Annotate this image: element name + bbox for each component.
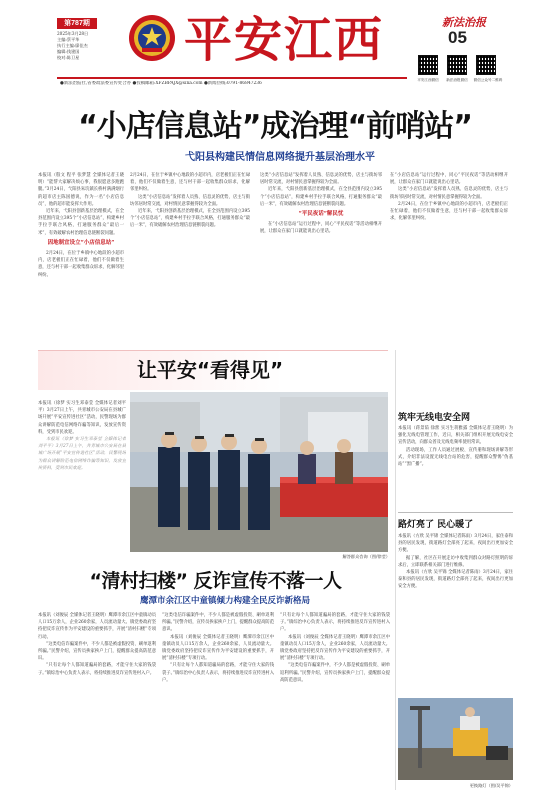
masthead-footer: ●新法治报社,省委政法委宣传处合办 ●投稿邮箱:XFZBPAJX@sina.com ●新闻热线:0791-86847236 xyxy=(60,81,262,86)
bottom-paragraph: “这类电信诈骗案件中，不少人都是被虚假投资、刷单返利所骗。”民警介绍，宣传员挨家挨户上门，提醒群众提高防范意识。 xyxy=(38,641,156,662)
right-story-1 xyxy=(398,425,513,505)
right-paragraph: 本报讯（方欣 吴平锦 全媒体记者陈雨）3月24日，家住泰和县的居民发现，街道路灯全部亮了起来，夜间出行更加安全方便。 xyxy=(398,570,513,590)
bottom-column-3 xyxy=(280,612,390,792)
issue-date: 2025年3月28日 xyxy=(57,31,89,36)
bottom-paragraph: 本报讯（刘俊辰 全媒体记者王晓明）鹰潭市余江区中童镇动员人口15万余人，企业260余家，人员流动量大。镇党委政府坚持把反诈宣传作为平安建设的重要抓手，开展“清村扫楼”专项行动。 xyxy=(38,613,156,640)
partner-logo: 新法治报 xyxy=(442,16,486,29)
bottom-subheadline: 鹰潭市余江区中童镇倾力构建全民反诈新格局 xyxy=(139,596,310,606)
feature-title: 让平安“看得见” xyxy=(136,358,284,382)
lead-column-3 xyxy=(260,172,382,337)
editor-line: 执行主编:廖佳杰 xyxy=(57,43,88,48)
bottom-paragraph: “只有让每个人都知道骗局的套路，才能守住大家的钱袋子。”镇综治中心负责人表示，将持续推进反诈宣传进村入户。 xyxy=(280,613,390,633)
feature-photo-caption: 解答群众咨询（图/徐莹） xyxy=(342,554,390,559)
lead-subhead: 因地制宜设立“小店信息站” xyxy=(47,239,115,246)
masthead-rule xyxy=(57,77,407,79)
feature-paragraph: 本报讯（徐梦 实习生邓泰莹 全媒体记者刘平平）3月27日上午，共青城市公安局在县城广场开展“平安宣传进社区”活动，民警现场为群众讲解防范电信网络诈骗等知识，发放宣传资料，受到市民欢迎。 xyxy=(38,401,126,435)
right-headline-2: 路灯亮了 民心暖了 xyxy=(398,520,474,530)
lead-headline: “小店信息站”成治理“前哨站” xyxy=(78,109,472,144)
lead-paragraph: 近年来，弋阳县创新基层治理模式，在全县范围内设立395个“小店信息站”，构建乡村手拉手联合风格，打通服务群众“最后一米”，有效破解农村治理信息链断裂问题。 xyxy=(38,209,124,236)
bottom-headline: “清村扫楼” 反诈宣传不落一人 xyxy=(89,570,342,592)
masthead xyxy=(0,0,543,95)
editor-line: 校对:陈卫星 xyxy=(57,55,80,60)
lead-subheadline: 弋阳县构建民情信息网络提升基层治理水平 xyxy=(185,152,375,163)
lead-paragraph: 在“小店信息站”运行过程中，同心“平民夜话”等活动相继开展，让群众在家门口就能说出心里话。 xyxy=(390,173,508,186)
lead-paragraph: 在“小店信息站”运行过程中，同心“平民夜话”等活动相继开展，让群众在家门口就能说出心里话。 xyxy=(260,222,382,235)
bottom-paragraph: “只有让每个人都知道骗局的套路，才能守住大家的钱袋子。”镇综治中心负责人表示，将持续推进反诈宣传进村入户。 xyxy=(38,663,156,676)
lead-subhead: “平民夜话”解民忧 xyxy=(298,211,344,218)
bottom-column-1 xyxy=(38,612,156,792)
qr-caption: 新法治报微信 xyxy=(446,78,468,82)
column-divider xyxy=(395,350,396,790)
qr-code-icon xyxy=(418,55,438,75)
lead-paragraph: 这类“小店信息站”发挥着人员熟、信息灵的优势，店主与街坊邻居时常交流，对村情民意掌握得较为全面。 xyxy=(390,187,508,200)
right-photo-caption: 更换路灯（图/吴平锦） xyxy=(469,783,513,788)
right-story-2 xyxy=(398,533,513,693)
lead-column-4 xyxy=(390,172,508,342)
feature-photo xyxy=(130,392,388,552)
feature-paragraph: 本报讯（徐梦 实习生邓泰莹 全媒体记者刘平平）3月27日上午，共青城市公安局在县城广场开展“平安宣传进社区”活动，民警现场为群众讲解防范电信网络诈骗等知识，发放宣传资料，受到市民欢迎。 xyxy=(38,437,126,471)
lead-column-1 xyxy=(38,172,124,337)
lead-paragraph: 近年来，弋阳县创新基层治理模式，在全县范围内设立395个“小店信息站”，构建乡村手拉手联合风格，打通服务群众“最后一米”，有效破解农村治理信息链断裂问题。 xyxy=(260,187,382,207)
newspaper-title: 平安江西 xyxy=(184,12,385,68)
bottom-paragraph: “只有让每个人都知道骗局的套路，才能守住大家的钱袋子。”镇综治中心负责人表示，将持续推进反诈宣传进村入户。 xyxy=(162,663,274,683)
right-photo xyxy=(398,698,513,780)
issue-badge: 第787期 xyxy=(57,18,97,29)
police-emblem-icon xyxy=(128,14,176,62)
right-paragraph: 本报讯（方欣 吴平锦 全媒体记者陈雨）3月24日，家住泰和县的居民发现，街道路灯全部亮了起来，夜间出行更加安全方便。 xyxy=(398,534,513,554)
lead-paragraph: 2月24日，在位于乡镇中心地段的小超市内，店老板们正在忙碌着，他们不仅做着生意，还与村干部一起收集群众诉求，化解邻里纠纷。 xyxy=(130,173,250,193)
bottom-paragraph: 本报讯（刘俊辰 全媒体记者王晓明）鹰潭市余江区中童镇动员人口15万余人，企业260余家，人员流动量大。镇党委政府坚持把反诈宣传作为平安建设的重要抓手，开展“清村扫楼”专项行动。 xyxy=(280,634,390,662)
right-headline-1: 筑牢无线电安全网 xyxy=(398,413,471,423)
editor-line: 主编:蔡平华 xyxy=(57,37,80,42)
lead-column-2 xyxy=(130,172,250,272)
lead-paragraph: 2月24日，在位于乡镇中心地段的小超市内，店老板们正在忙碌着，他们不仅做着生意，还与村干部一起收集群众诉求，化解邻里纠纷。 xyxy=(390,201,508,222)
right-paragraph: 据了解，社区在开展走访中收集到群众对路灯照明的诉求后，立即联系相关部门进行维修。 xyxy=(398,555,513,568)
lead-intro: 本报讯（殷文 程平 张梦慧 全媒体记者王晓明）“能帮大家解决烦心事，我很愿意多跑跑腿。”3月24日，弋阳县朱坑镇长桥村满满烟行的超市店主陈国德说，作为一名“小店信息员”，他的超市能发挥大作用。 xyxy=(38,173,124,207)
bottom-paragraph: “这类电信诈骗案件中，不少人都是被虚假投资、刷单返利所骗。”民警介绍，宣传员挨家挨户上门，提醒群众提高防范意识。 xyxy=(162,613,274,633)
bottom-paragraph: 本报讯（刘俊辰 全媒体记者王晓明）鹰潭市余江区中童镇动员人口15万余人，企业260余家，人员流动量大。镇党委政府坚持把反诈宣传作为平安建设的重要抓手，开展“清村扫楼”专项行动。 xyxy=(162,634,274,662)
bottom-paragraph: “这类电信诈骗案件中，不少人都是被虚假投资、刷单返利所骗。”民警介绍，宣传员挨家挨户上门，提醒群众提高防范意识。 xyxy=(280,663,390,683)
lead-paragraph: 这类“小店信息站”发挥着人员熟、信息灵的优势，店主与街坊邻居时常交流，对村情民意掌握得较为全面。 xyxy=(130,194,250,207)
qr-caption: 微信公众号二维码 xyxy=(473,78,503,82)
right-divider xyxy=(398,512,513,513)
editor-line: 编辑:钱建国 xyxy=(57,49,80,54)
qr-code-icon xyxy=(447,55,467,75)
feature-body xyxy=(38,400,126,545)
lead-paragraph: 这类“小店信息站”发挥着人员熟、信息灵的优势，店主与街坊邻居时常交流，对村情民意掌握得较为全面。 xyxy=(260,173,382,186)
right-paragraph: 本报讯（蒋景茹 徐蕾 实习生蒋雅露 全媒体记者王晓明）为强化无线电管理工作，近日，相关部门组织开展无线电安全宣传活动，向群众普及无线电频率使用常识。 xyxy=(398,426,513,446)
lead-paragraph: 2月24日，在位于乡镇中心地段的小超市内，店老板们正在忙碌着，他们不仅做着生意，还与村干部一起收集群众诉求，化解邻里纠纷。 xyxy=(38,251,124,278)
qr-caption: 平安江西微信 xyxy=(417,78,439,82)
page-number: 05 xyxy=(448,28,467,47)
qr-code-icon xyxy=(476,55,496,75)
right-paragraph: 活动现场，工作人员通过展板、宣传册和现场讲解等形式，介绍非法设置无线电台站的危害，提醒群众警惕“伪基站”“黑广播”。 xyxy=(398,447,513,468)
bottom-column-2 xyxy=(162,612,274,792)
lead-paragraph: 近年来，弋阳县创新基层治理模式，在全县范围内设立395个“小店信息站”，构建乡村手拉手联合风格，打通服务群众“最后一米”，有效破解农村治理信息链断裂问题。 xyxy=(130,209,250,229)
